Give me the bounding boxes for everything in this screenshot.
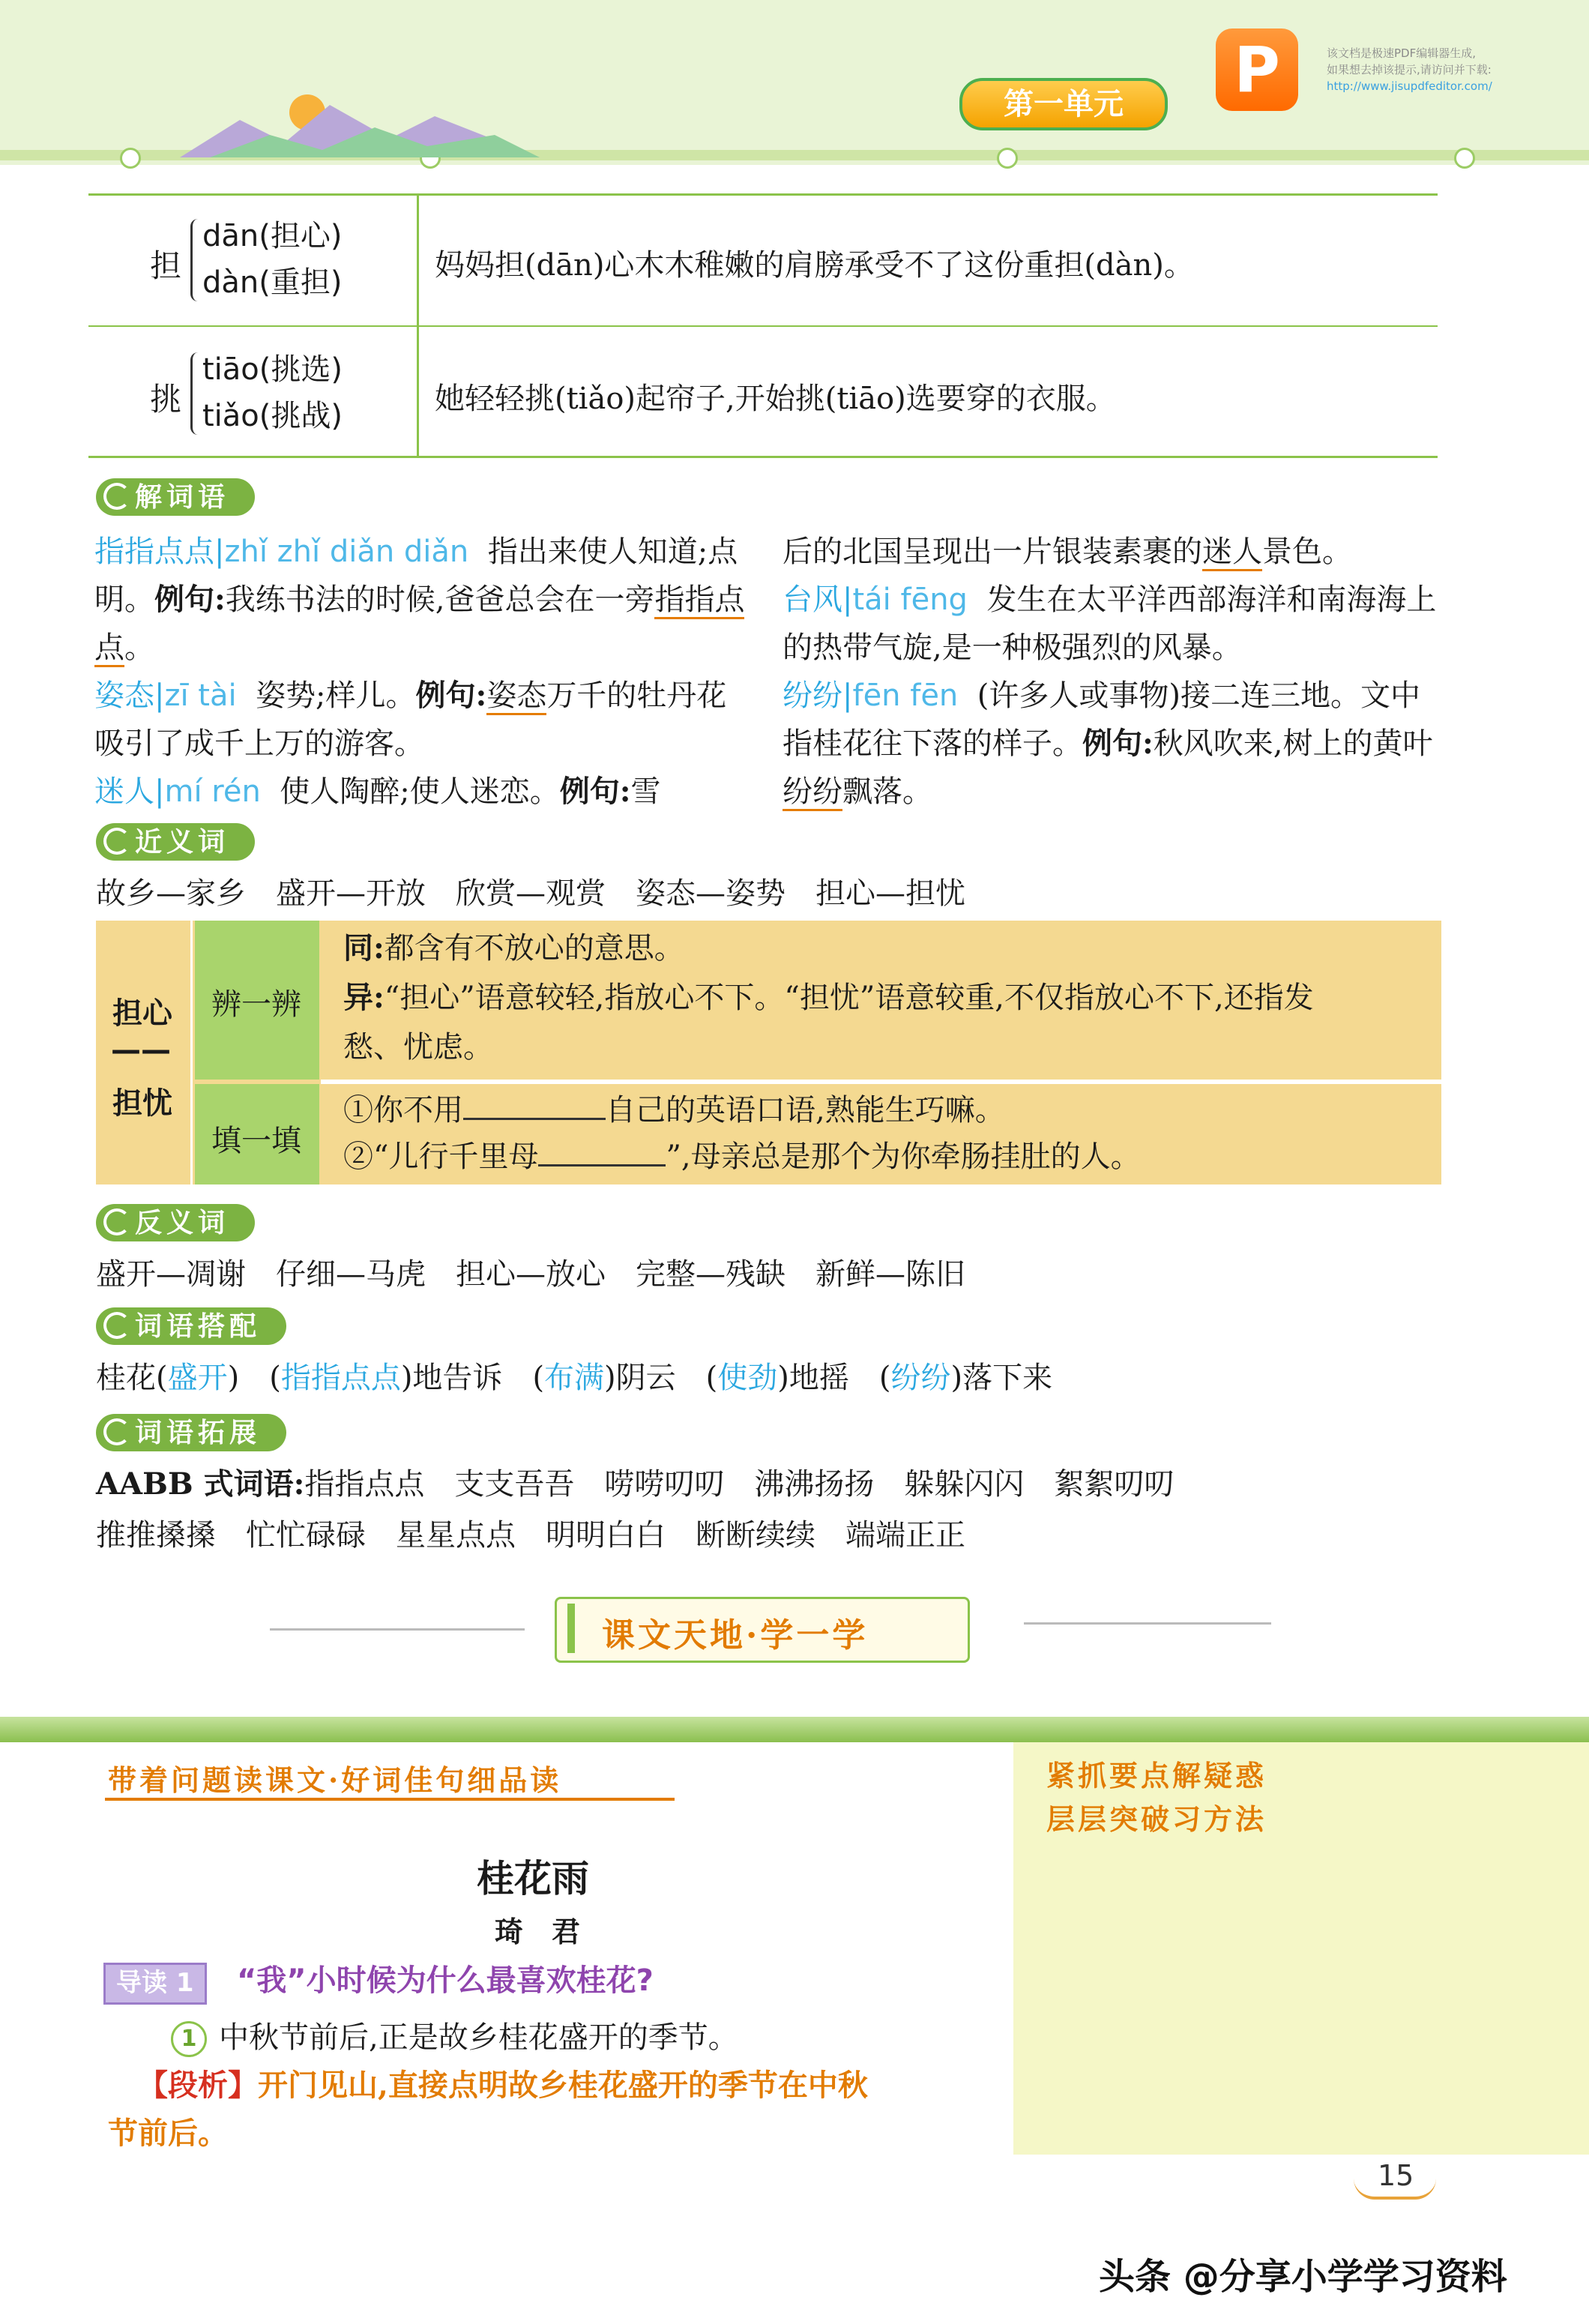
- unit-badge: 第一单元: [959, 78, 1168, 130]
- cmp-dash: ——: [111, 1033, 171, 1068]
- cmp-label-bian: 辨一辨: [195, 921, 319, 1080]
- reading: dān(担心): [202, 219, 343, 253]
- cmp-content-bian: 同:都含有不放心的意思。 异:“担心”语意较轻,指放心不下。“担忧”语意较重,不仅指放心不下,还指发 愁、忧虑。: [343, 930, 1314, 1065]
- pdf-notice-line: 如果想去掉该提示,请访问并下载:: [1327, 63, 1492, 76]
- section-tag-explain: 解词语: [96, 478, 255, 516]
- paragraph-number: 1: [171, 2021, 207, 2057]
- bamboo-divider: [0, 1717, 1589, 1742]
- section-tag-extension: 词语拓展: [96, 1414, 286, 1451]
- polyphone-char: 挑: [150, 381, 182, 418]
- mountain-sun-illustration: [180, 82, 540, 157]
- paragraph-analysis: 【段析】开门见山,直接点明故乡桂花盛开的季节在中秋 节前后。: [108, 2068, 868, 2151]
- section-tag-antonyms: 反义词: [96, 1204, 255, 1241]
- lesson-title: 桂花雨: [477, 1857, 589, 1900]
- section-tag-synonyms: 近义词: [96, 823, 255, 861]
- reading: tiǎo(挑战): [202, 399, 343, 433]
- banner-line-right: [1024, 1622, 1271, 1625]
- table-row: [88, 193, 1438, 327]
- polyphone-table: [88, 193, 1438, 460]
- watermark: 头条 @分享小学学习资料: [1099, 2256, 1507, 2298]
- pdf-editor-notice: [1327, 45, 1574, 94]
- explain-entry: 台风|tái fēng 发生在太平洋西部海洋和南海海上的热带气旋,是一种极强烈的风暴。: [783, 582, 1437, 665]
- guide-tag: 导读 1: [103, 1963, 207, 2005]
- curl-icon: [103, 1418, 130, 1445]
- curl-icon: [103, 483, 130, 510]
- page-number: 15: [1378, 2159, 1414, 2192]
- reading-header-right-2: 层层突破习方法: [1046, 1802, 1267, 1836]
- example-sentence: 妈妈担(dān)心木木稚嫩的肩膀承受不了这份重担(dàn)。: [435, 248, 1194, 283]
- page-number-swirl: [1354, 2179, 1436, 2200]
- lesson-author: 琦 君: [495, 1915, 581, 1948]
- cmp-word-cell: [96, 921, 193, 1184]
- example-sentence: 她轻轻挑(tiǎo)起帘子,开始挑(tiāo)选要穿的衣服。: [435, 382, 1116, 416]
- decor-dot: [997, 148, 1018, 169]
- reading-header-left: 带着问题读课文·好词佳句细品读: [108, 1763, 562, 1797]
- section-tag-collocation: 词语搭配: [96, 1307, 286, 1345]
- antonyms-line: 盛开—凋谢 仔细—马虎 担心—放心 完整—残缺 新鲜—陈旧: [96, 1257, 965, 1292]
- explain-continuation: 后的北国呈现出一片银装素裹的迷人景色。: [783, 528, 1442, 576]
- blank-1[interactable]: [463, 1088, 606, 1120]
- paragraph-text: 中秋节前后,正是故乡桂花盛开的季节。: [219, 2020, 738, 2055]
- reading-header-underline: [105, 1798, 675, 1801]
- cmp-divider: [321, 1080, 1441, 1084]
- section-banner: 课文天地·学一学: [555, 1597, 970, 1663]
- curl-icon: [103, 1312, 130, 1339]
- cmp-label-tian: 填一填: [195, 1084, 319, 1184]
- synonyms-line: 故乡—家乡 盛开—开放 欣赏—观赏 姿态—姿势 担心—担忧: [96, 876, 965, 911]
- table-row: [88, 327, 1438, 460]
- cmp-content-tian: ①你不用 自己的英语口语,熟能生巧嘛。 ②“儿行千里母 ”,母亲总是那个为你牵肠挂肚的人。: [343, 1087, 1430, 1180]
- pdf-editor-logo: P: [1216, 28, 1298, 111]
- pdf-notice-line: 该文档是极速PDF编辑器生成,: [1327, 46, 1476, 60]
- brace: [190, 219, 203, 301]
- word-comparison-box: [96, 921, 1441, 1184]
- extension-block: AABB 式词语:指指点点 支支吾吾 唠唠叨叨 沸沸扬扬 躲躲闪闪 絮絮叨叨 推推搡搡 忙忙碌碌 星星点点 明明白白 断断续续 端端正正: [96, 1466, 1175, 1553]
- polyphone-char: 担: [150, 247, 182, 284]
- brace: [190, 352, 203, 435]
- explain-left-column: [94, 528, 754, 816]
- explain-entry: 指指点点|zhǐ zhǐ diǎn diǎn 指出来使人知道;点明。例句:我练书法的时候,爸爸总会在一旁指指点点。: [94, 528, 754, 672]
- decor-dot: [120, 148, 141, 169]
- explain-right-column: [783, 528, 1442, 816]
- reading-header-right-1: 紧抓要点解疑惑: [1046, 1759, 1267, 1792]
- blank-2[interactable]: [538, 1134, 666, 1166]
- collocations-line: 桂花(盛开) (指指点点)地告诉 (布满)阴云 (使劲)地摇 (纷纷)落下来: [96, 1361, 1053, 1395]
- bamboo-icon: [567, 1604, 575, 1653]
- cmp-word-b: 担忧: [112, 1086, 172, 1121]
- explain-entry: 姿态|zī tài 姿势;样儿。例句:姿态万千的牡丹花吸引了成千上万的游客。: [94, 678, 727, 761]
- banner-line-left: [270, 1628, 525, 1631]
- pdf-notice-url[interactable]: http://www.jisupdfeditor.com/: [1327, 79, 1492, 93]
- explain-entry: 迷人|mí rén 使人陶醉;使人迷恋。例句:雪: [94, 774, 661, 809]
- guide-question: “我”小时候为什么最喜欢桂花?: [237, 1963, 654, 1998]
- reading: dàn(重担): [202, 265, 343, 300]
- explain-entry: 纷纷|fēn fēn (许多人或事物)接二连三地。文中指桂花往下落的样子。例句:秋风吹来,树上的黄叶纷纷飘落。: [783, 672, 1442, 816]
- decor-dot: [1454, 148, 1475, 169]
- reading: tiāo(挑选): [202, 352, 343, 387]
- curl-icon: [103, 1208, 130, 1235]
- curl-icon: [103, 828, 130, 855]
- cmp-word-a: 担心: [112, 996, 172, 1031]
